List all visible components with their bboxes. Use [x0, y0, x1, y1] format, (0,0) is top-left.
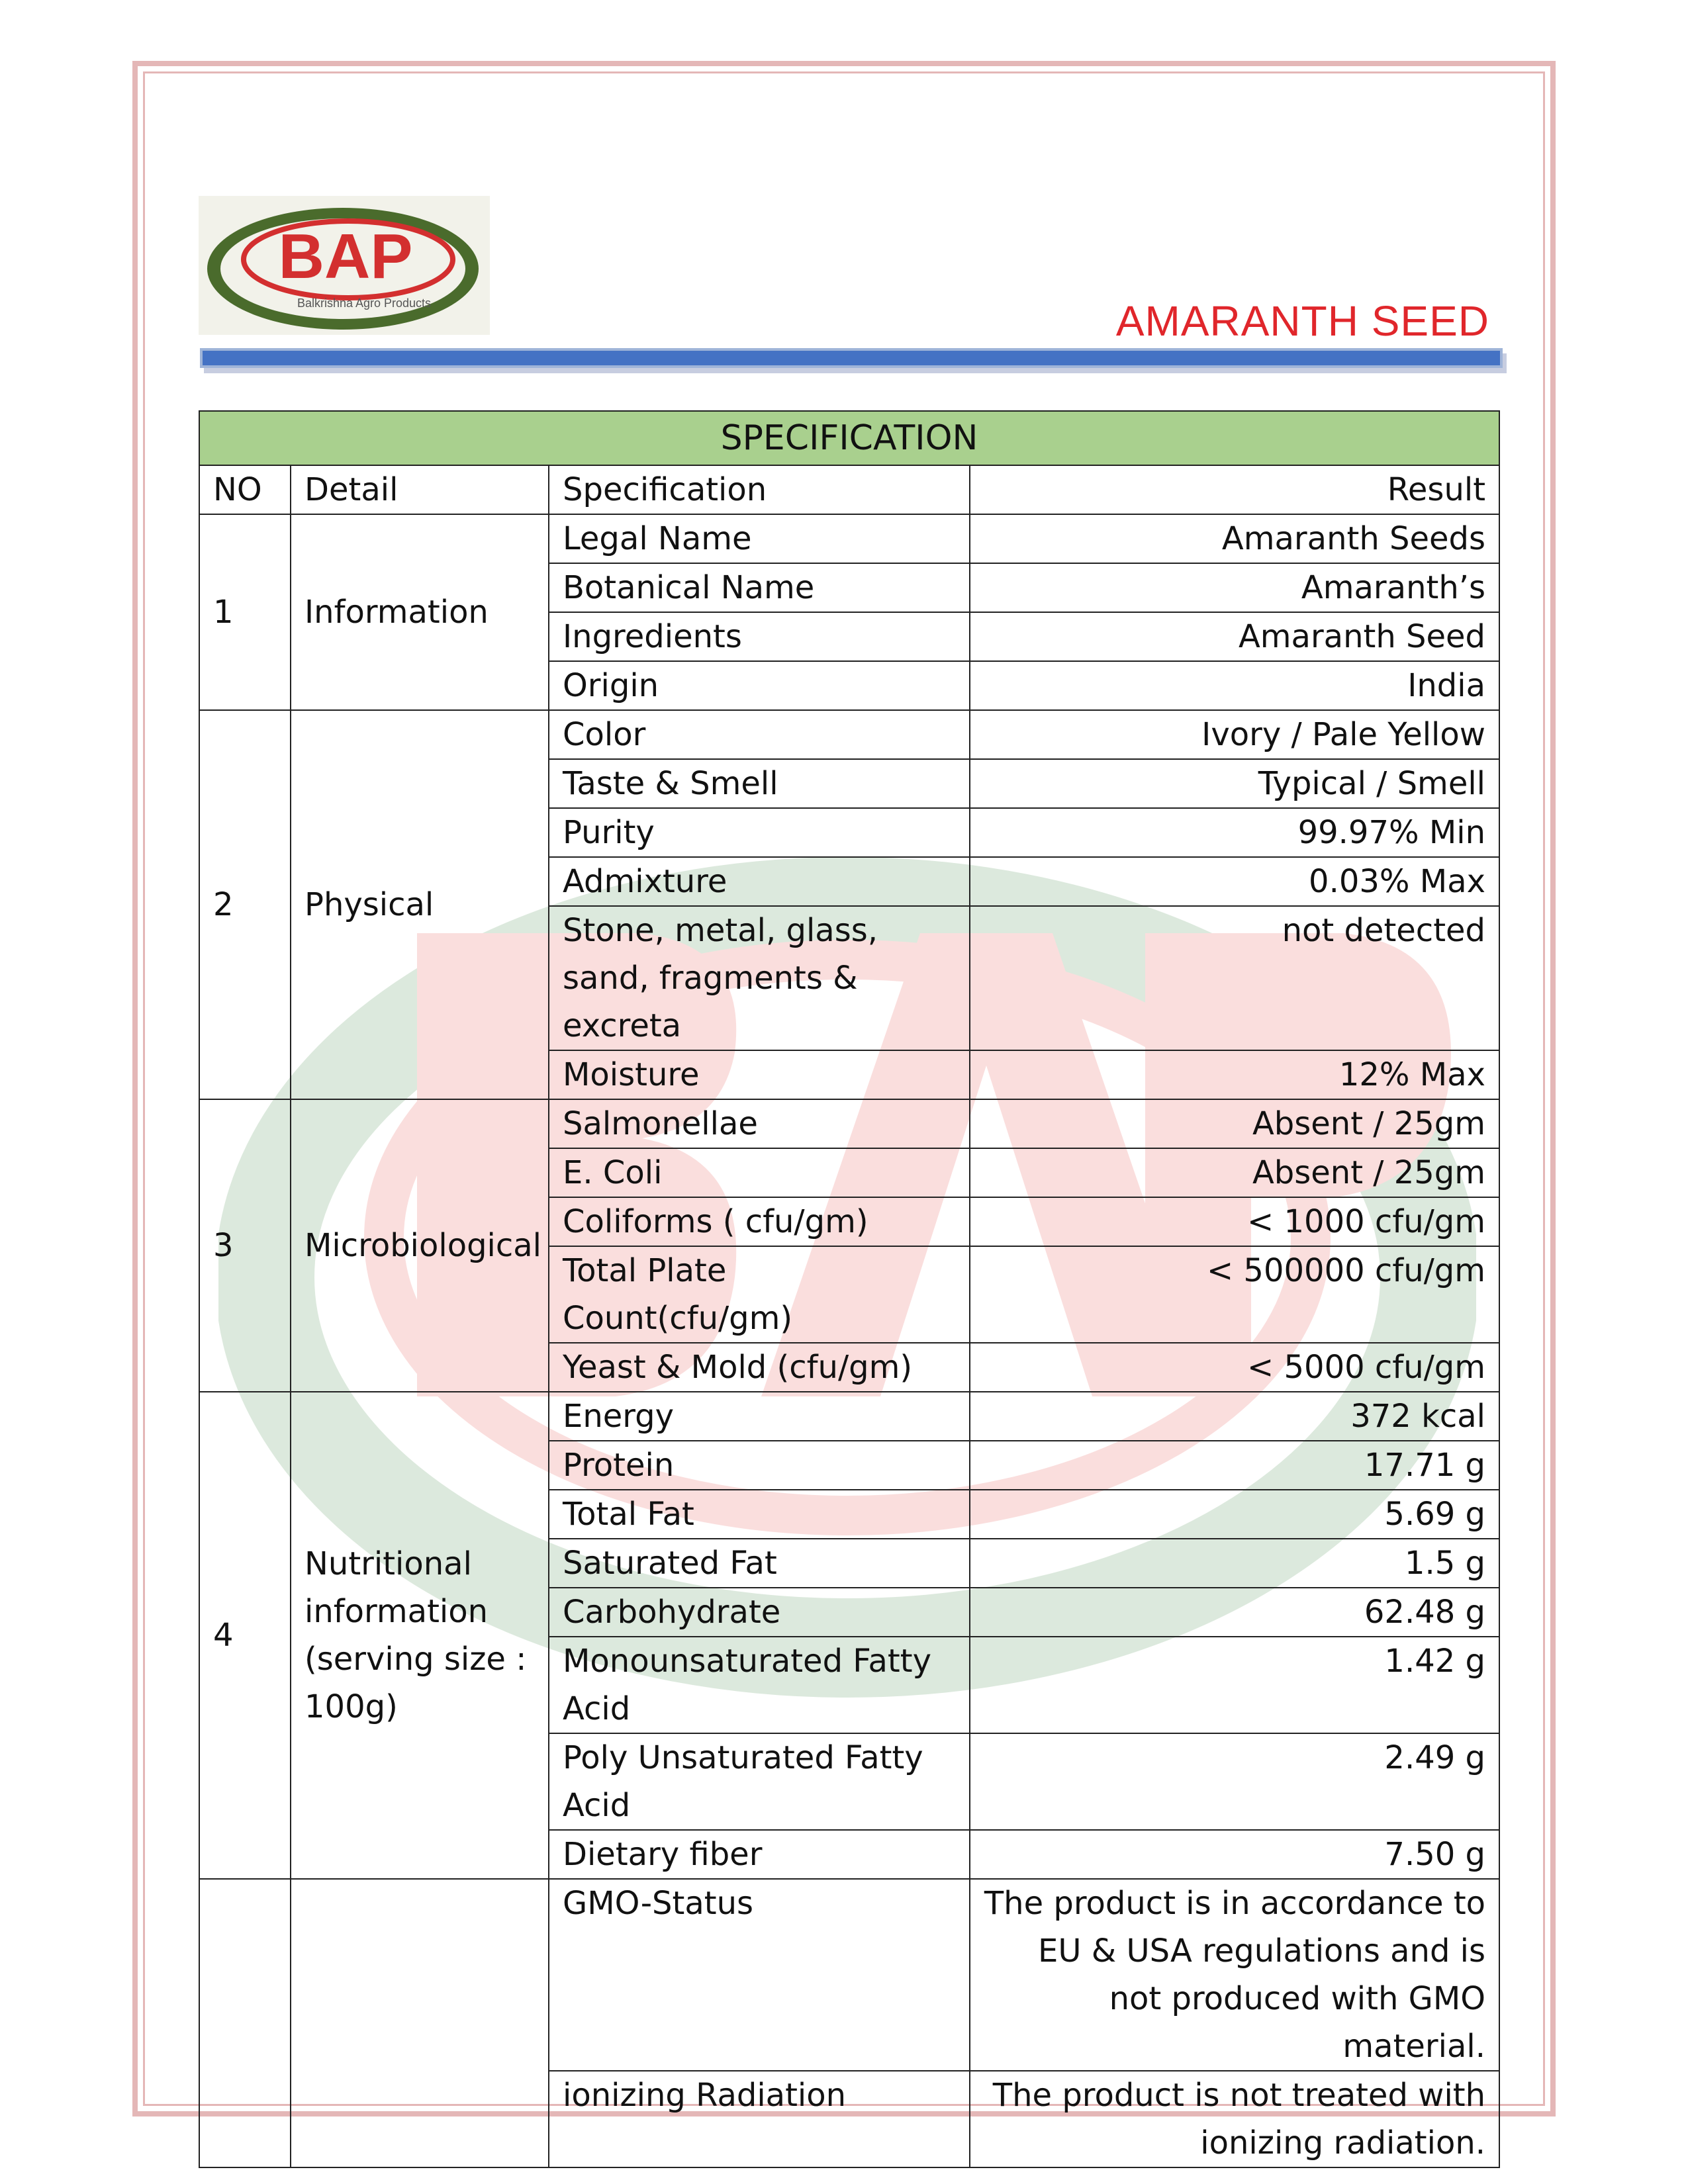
specification-cell: Botanical Name [549, 563, 970, 612]
section-detail: Microbiological [291, 1099, 549, 1392]
col-header-detail: Detail [291, 465, 549, 514]
specification-cell: Salmonellae [549, 1099, 970, 1148]
specification-cell: Total Fat [549, 1490, 970, 1539]
specification-cell: Carbohydrate [549, 1588, 970, 1637]
specification-cell: Legal Name [549, 514, 970, 563]
result-cell: Absent / 25gm [970, 1148, 1499, 1197]
specification-cell: Dietary fiber [549, 1830, 970, 1879]
result-cell: Amaranth Seeds [970, 514, 1499, 563]
result-cell: 372 kcal [970, 1392, 1499, 1441]
result-cell: 2.49 g [970, 1733, 1499, 1830]
col-header-no: NO [199, 465, 291, 514]
result-cell: The product is in accordance to EU & USA regulations and is not produced with GMO material. [970, 1879, 1499, 2071]
table-heading: SPECIFICATION [199, 411, 1499, 465]
specification-cell: Saturated Fat [549, 1539, 970, 1588]
section-number: 2 [199, 710, 291, 1099]
result-cell: 62.48 g [970, 1588, 1499, 1637]
specification-cell: Total Plate Count(cfu/gm) [549, 1246, 970, 1343]
section-detail [291, 1879, 549, 2167]
table-row [199, 514, 1499, 563]
result-cell: < 5000 cfu/gm [970, 1343, 1499, 1392]
company-logo [199, 196, 490, 335]
col-header-specification: Specification [549, 465, 970, 514]
specification-cell: E. Coli [549, 1148, 970, 1197]
specification-cell: Protein [549, 1441, 970, 1490]
specification-cell: GMO-Status [549, 1879, 970, 2071]
section-number [199, 1879, 291, 2167]
specification-table [199, 410, 1500, 2168]
result-cell: not detected [970, 906, 1499, 1050]
result-cell: 5.69 g [970, 1490, 1499, 1539]
table-row [199, 1392, 1499, 1441]
col-header-result: Result [970, 465, 1499, 514]
title-rule [200, 348, 1503, 368]
specification-cell: Poly Unsaturated Fatty Acid [549, 1733, 970, 1830]
table-row [199, 1099, 1499, 1148]
section-number: 4 [199, 1392, 291, 1879]
svg-text:Balkrishna Agro Products: Balkrishna Agro Products [297, 296, 432, 310]
document-title: AMARANTH SEED [1115, 297, 1489, 345]
result-cell: 1.42 g [970, 1637, 1499, 1733]
result-cell: < 500000 cfu/gm [970, 1246, 1499, 1343]
specification-cell: Yeast & Mold (cfu/gm) [549, 1343, 970, 1392]
result-cell: < 1000 cfu/gm [970, 1197, 1499, 1246]
result-cell: 0.03% Max [970, 857, 1499, 906]
result-cell: 99.97% Min [970, 808, 1499, 857]
svg-text:BAP: BAP [278, 221, 413, 292]
table-row [199, 1879, 1499, 2071]
section-detail: Information [291, 514, 549, 710]
table-heading-row [199, 411, 1499, 465]
bap-logo-icon [199, 196, 490, 335]
specification-cell: Energy [549, 1392, 970, 1441]
section-number: 1 [199, 514, 291, 710]
column-header-row [199, 465, 1499, 514]
result-cell: Absent / 25gm [970, 1099, 1499, 1148]
specification-cell: Monounsaturated Fatty Acid [549, 1637, 970, 1733]
table-body [199, 514, 1499, 2167]
specification-cell: Origin [549, 661, 970, 710]
specification-cell: Moisture [549, 1050, 970, 1099]
section-number: 3 [199, 1099, 291, 1392]
result-cell: The product is not treated with ionizing radiation. [970, 2071, 1499, 2167]
specification-cell: Ingredients [549, 612, 970, 661]
result-cell: Amaranth’s [970, 563, 1499, 612]
specification-cell: Stone, metal, glass, sand, fragments & excreta [549, 906, 970, 1050]
result-cell: 7.50 g [970, 1830, 1499, 1879]
result-cell: 1.5 g [970, 1539, 1499, 1588]
result-cell: Typical / Smell [970, 759, 1499, 808]
section-detail: Physical [291, 710, 549, 1099]
specification-cell: Coliforms ( cfu/gm) [549, 1197, 970, 1246]
result-cell: 17.71 g [970, 1441, 1499, 1490]
table-row [199, 710, 1499, 759]
result-cell: India [970, 661, 1499, 710]
result-cell: Ivory / Pale Yellow [970, 710, 1499, 759]
specification-cell: Purity [549, 808, 970, 857]
specification-cell: ionizing Radiation [549, 2071, 970, 2167]
specification-cell: Taste & Smell [549, 759, 970, 808]
result-cell: Amaranth Seed [970, 612, 1499, 661]
specification-cell: Admixture [549, 857, 970, 906]
result-cell: 12% Max [970, 1050, 1499, 1099]
section-detail: Nutritional information (serving size : 100g) [291, 1392, 549, 1879]
specification-cell: Color [549, 710, 970, 759]
